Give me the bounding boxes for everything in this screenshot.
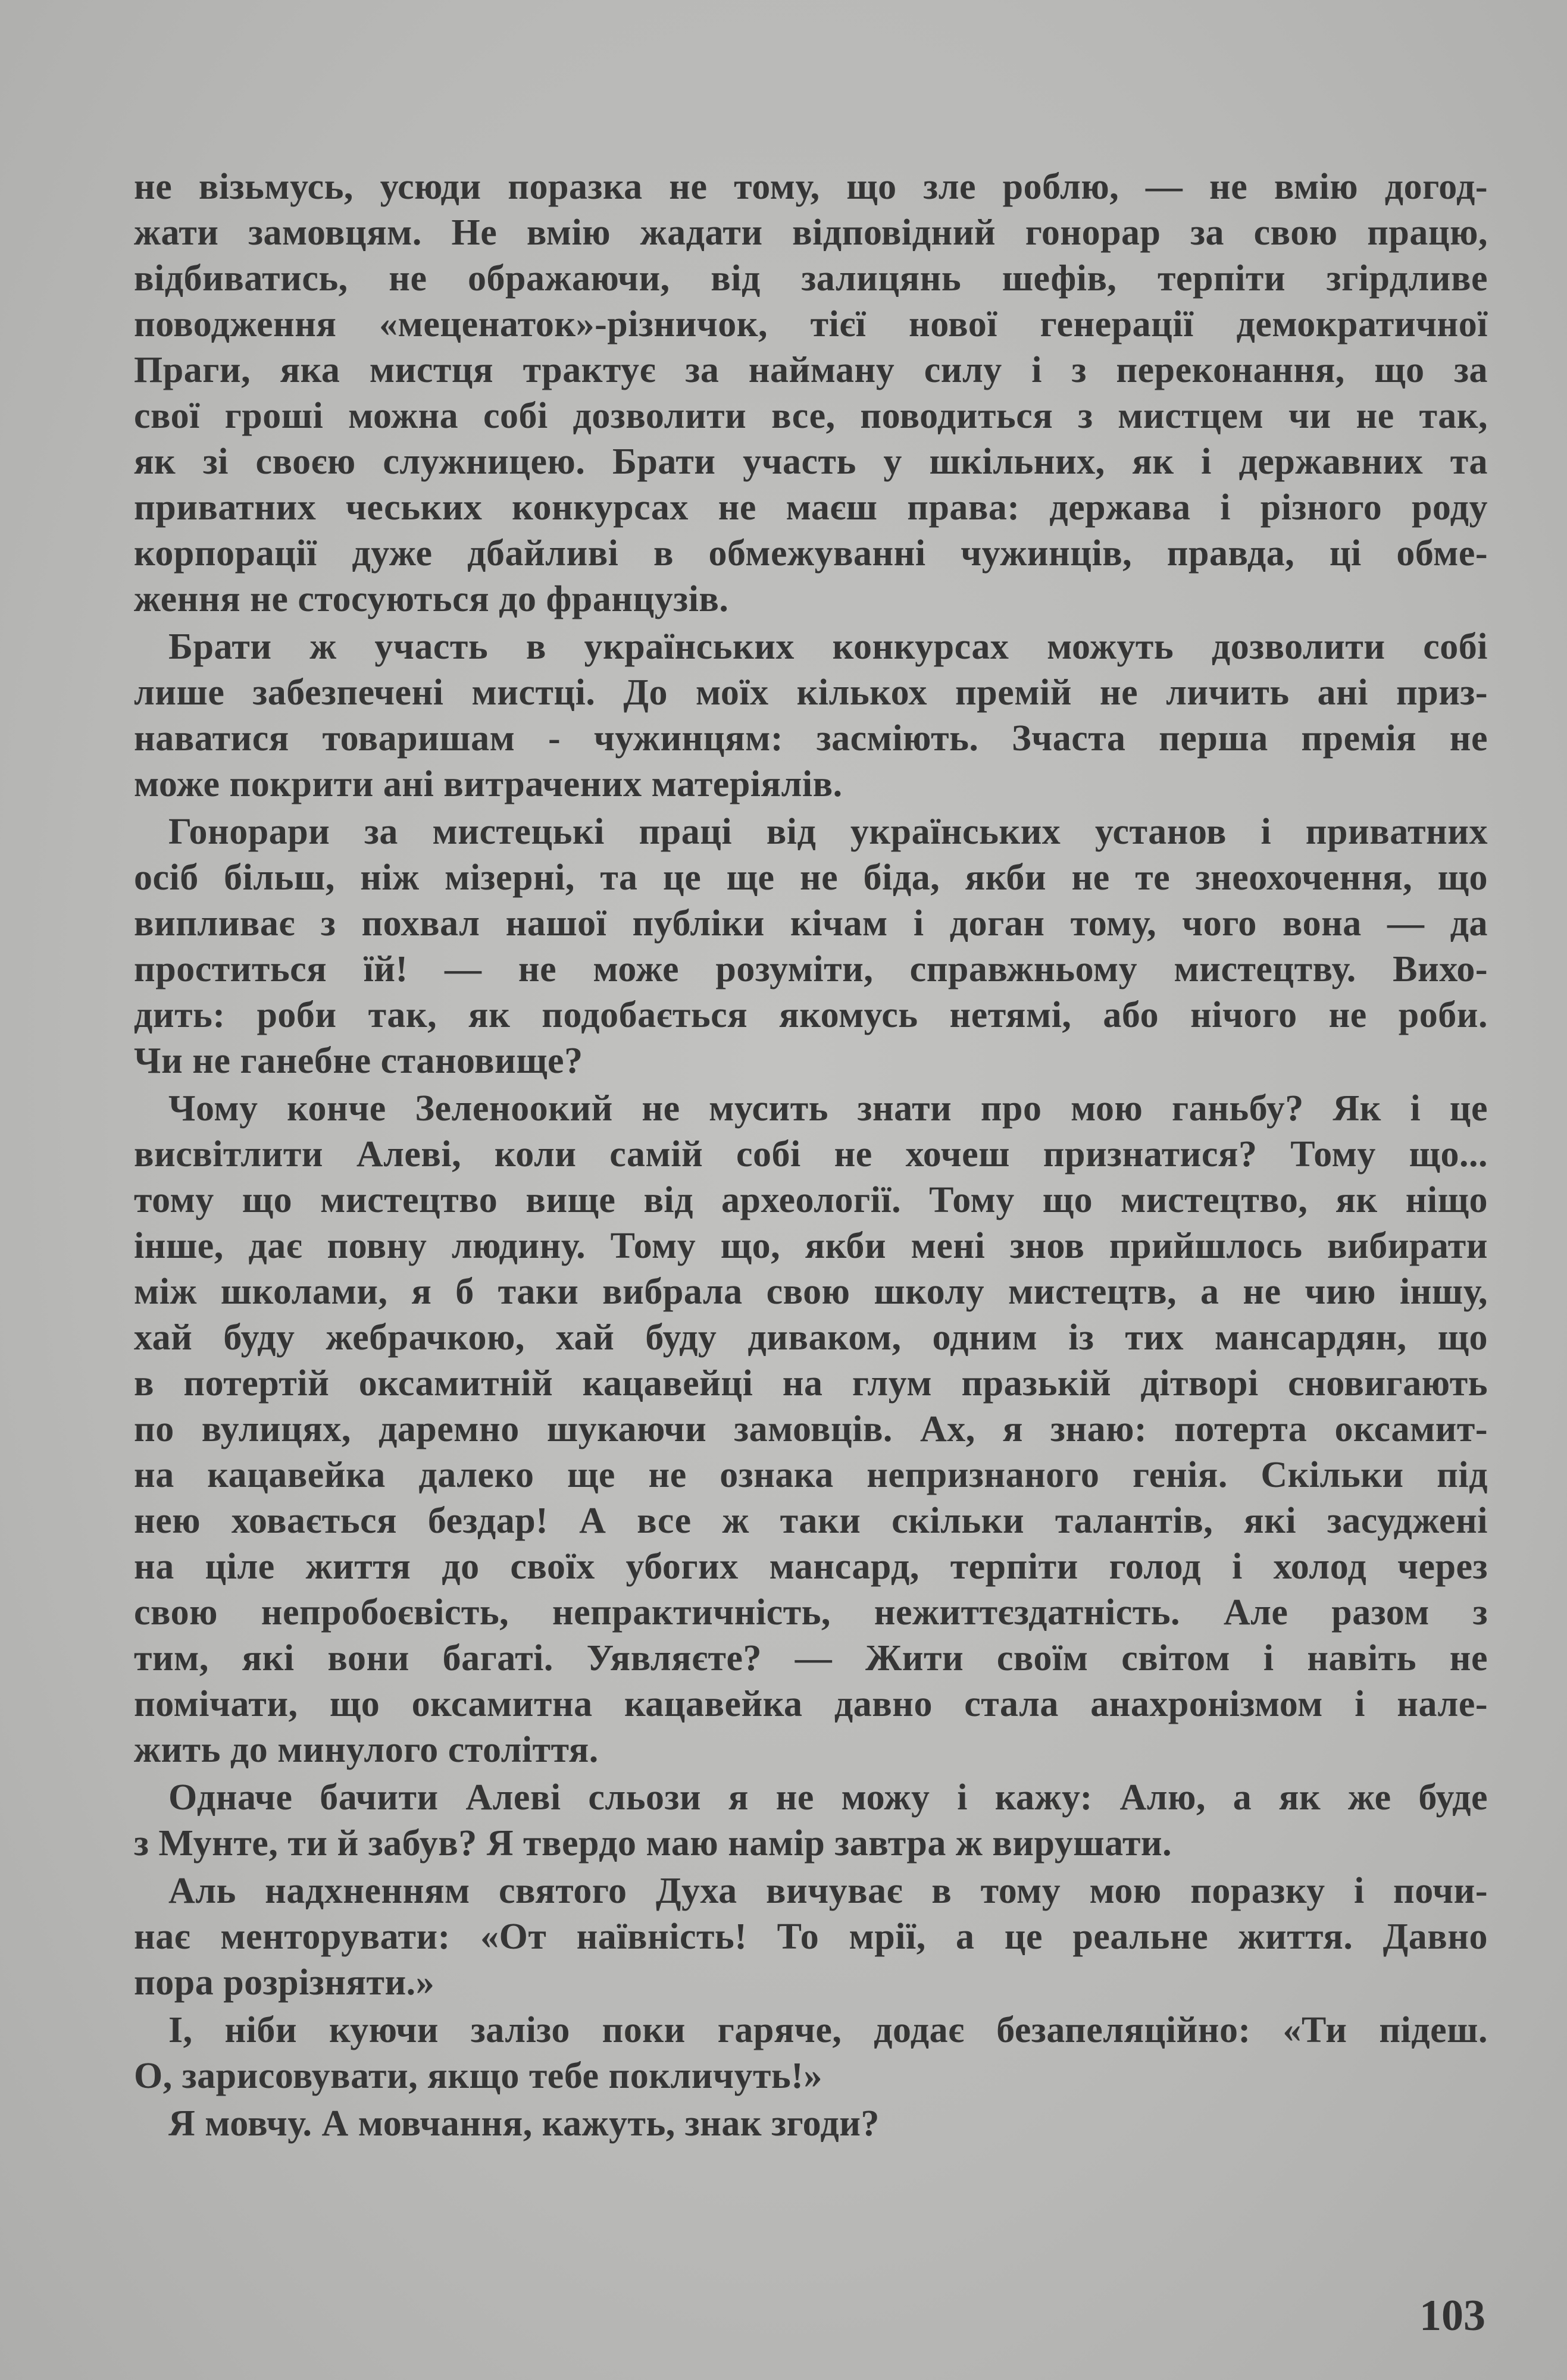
paragraph (134, 2101, 1488, 2147)
text-line: Я мовчу. А мовчання, кажуть, знак згоди? (168, 2103, 880, 2144)
text-line: на ціле життя до своїх убогих мансард, терпіти голод і холод через (134, 1546, 1488, 1587)
text-line: на кацавейка далеко ще не ознака непризнаного генія. Скільки під (134, 1455, 1488, 1495)
text-line: може покрити ані витрачених матеріялів. (134, 764, 843, 804)
text-line: жить до минулого століття. (134, 1730, 599, 1770)
text-line: тому що мистецтво вище від археології. Тому що мистецтво, як ніщо (134, 1180, 1488, 1220)
text-line: корпорації дуже дбайливі в обмежуванні чужинців, правда, ці обме- (134, 533, 1488, 574)
paragraph (134, 809, 1488, 1084)
text-line: Аль надхненням святого Духа вичуває в тому мою поразку і почи- (168, 1871, 1488, 1911)
text-line: тим, які вони багаті. Уявляєте? — Жити своїм світом і навіть не (134, 1638, 1488, 1678)
text-line: Чому конче Зеленоокий не мусить знати про мою ганьбу? Як і це (168, 1088, 1488, 1129)
text-line: О, зарисовувати, якщо тебе покличуть!» (134, 2056, 822, 2096)
text-line: по вулицях, даремно шукаючи замовців. Ах, я знаю: потерта оксамит- (134, 1409, 1488, 1449)
text-line: Гонорари за мистецькі праці від українських установ і приватних (168, 812, 1488, 852)
text-line: проститься їй! — не може розуміти, справжньому мистецтву. Вихо- (134, 949, 1488, 989)
text-line: ження не стосуються до французів. (134, 579, 729, 619)
paragraph (134, 1086, 1488, 1773)
paragraph (134, 1775, 1488, 1867)
text-line: Брати ж участь в українських конкурсах можуть дозволити собі (168, 627, 1488, 667)
text-line: випливає з похвал нашої публіки кічам і доган тому, чого вона — да (134, 903, 1488, 944)
text-line: І, ніби куючи залізо поки гаряче, додає безапеляційно: «Ти підеш. (168, 2010, 1488, 2050)
text-line: Одначе бачити Алеві сльози я не можу і кажу: Алю, а як же буде (168, 1777, 1488, 1818)
text-line: в потертій оксамитній кацавейці на глум празькій дітворі сновигають (134, 1363, 1488, 1404)
text-line: як зі своєю служницею. Брати участь у шкільних, як і державних та (134, 441, 1488, 482)
text-line: дить: роби так, як подобається якомусь нетямі, або нічого не роби. (134, 995, 1488, 1035)
text-line: пора розрізняти.» (134, 1962, 435, 2003)
body-text (134, 164, 1488, 2149)
text-line: з Мунте, ти й забув? Я твердо маю намір завтра ж вирушати. (134, 1823, 1172, 1864)
text-line: Чи не ганебне становище? (134, 1041, 583, 1081)
paragraph (134, 2008, 1488, 2099)
text-line: лише забезпечені мистці. До моїх кількох премій не личить ані приз- (134, 672, 1488, 713)
text-line: інше, дає повну людину. Тому що, якби мені знов прийшлось вибирати (134, 1226, 1488, 1266)
paragraph (134, 164, 1488, 622)
text-line: свою непробоєвість, непрактичність, нежиттєздатність. Але разом з (134, 1592, 1488, 1633)
text-line: не візьмусь, усюди поразка не тому, що зле роблю, — не вмію догод- (134, 167, 1488, 207)
text-line: між школами, я б таки вибрала свою школу мистецтв, а не чию іншу, (134, 1272, 1488, 1312)
text-line: жати замовцям. Не вмію жадати відповідний гонорар за свою працю, (134, 212, 1488, 253)
text-line: осіб більш, ніж мізерні, та це ще не біда, якби не те знеохочення, що (134, 857, 1488, 898)
paragraph (134, 1868, 1488, 2006)
text-line: Праги, яка мистця трактує за найману силу і з переконання, що за (134, 350, 1488, 390)
text-line: відбиватись, не ображаючи, від залицянь шефів, терпіти згірдливе (134, 258, 1488, 299)
text-line: помічати, що оксамитна кацавейка давно стала анахронізмом і нале- (134, 1684, 1488, 1724)
text-line: наватися товаришам - чужинцям: засміють. Зчаста перша премія не (134, 718, 1488, 759)
paragraph (134, 624, 1488, 807)
text-line: нає менторувати: «От наївність! То мрії, а це реальне життя. Давно (134, 1916, 1488, 1957)
text-line: хай буду жебрачкою, хай буду диваком, одним із тих мансардян, що (134, 1317, 1488, 1358)
text-line: поводження «меценаток»-різничок, тієї нової генерації демократичної (134, 304, 1488, 345)
page-number: 103 (1419, 2291, 1485, 2340)
text-line: висвітлити Алеві, коли самій собі не хочеш признатися? Тому що... (134, 1134, 1488, 1175)
text-line: приватних чеських конкурсах не маєш права: держава і різного роду (134, 487, 1488, 528)
text-line: нею ховається бездар! А все ж таки скільки талантів, які засуджені (134, 1501, 1488, 1541)
text-line: свої гроші можна собі дозволити все, поводиться з мистцем чи не так, (134, 396, 1488, 436)
